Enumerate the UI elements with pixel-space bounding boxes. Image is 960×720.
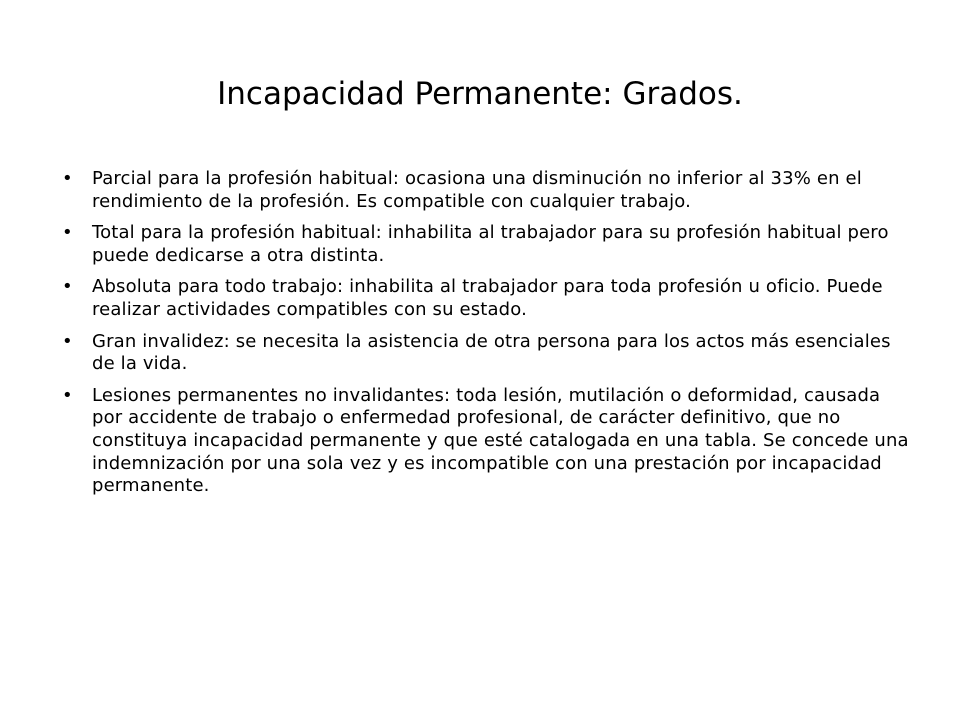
bullet-icon: • xyxy=(62,222,73,244)
bullet-item-parcial xyxy=(62,168,912,213)
bullet-item-lesiones xyxy=(62,385,912,498)
bullet-icon: • xyxy=(62,276,73,298)
bullet-text: Parcial para la profesión habitual: ocasiona una disminución no inferior al 33% en el rendimiento de la profesión. Es compatible con cualquier trabajo. xyxy=(92,168,862,212)
bullet-item-total xyxy=(62,222,912,267)
bullet-text: Gran invalidez: se necesita la asistencia de otra persona para los actos más esenciales de la vida. xyxy=(92,330,891,375)
bullet-text: Absoluta para todo trabajo: inhabilita al trabajador para toda profesión u oficio. Puede realizar actividades compatibles con su estado. xyxy=(92,276,883,320)
bullet-text: Lesiones permanentes no invalidantes: toda lesión, mutilación o deformidad, causada por accidente de trabajo o enfermedad profesional, de carácter definitivo, que no constituya incapacidad permanente y que esté catalogada en una tabla. Se concede una indemnización por una sola vez y es incompatible con una prestación por incapacidad permanente. xyxy=(92,384,909,497)
bullet-list xyxy=(62,168,912,507)
bullet-item-gran-invalidez xyxy=(62,331,912,376)
bullet-text: Total para la profesión habitual: inhabilita al trabajador para su profesión habitual pero puede dedicarse a otra distinta. xyxy=(92,222,889,266)
bullet-icon: • xyxy=(62,384,73,406)
bullet-item-absoluta xyxy=(62,276,912,321)
slide-title: Incapacidad Permanente: Grados. xyxy=(217,76,743,112)
bullet-icon: • xyxy=(62,330,73,352)
bullet-icon: • xyxy=(62,168,73,189)
